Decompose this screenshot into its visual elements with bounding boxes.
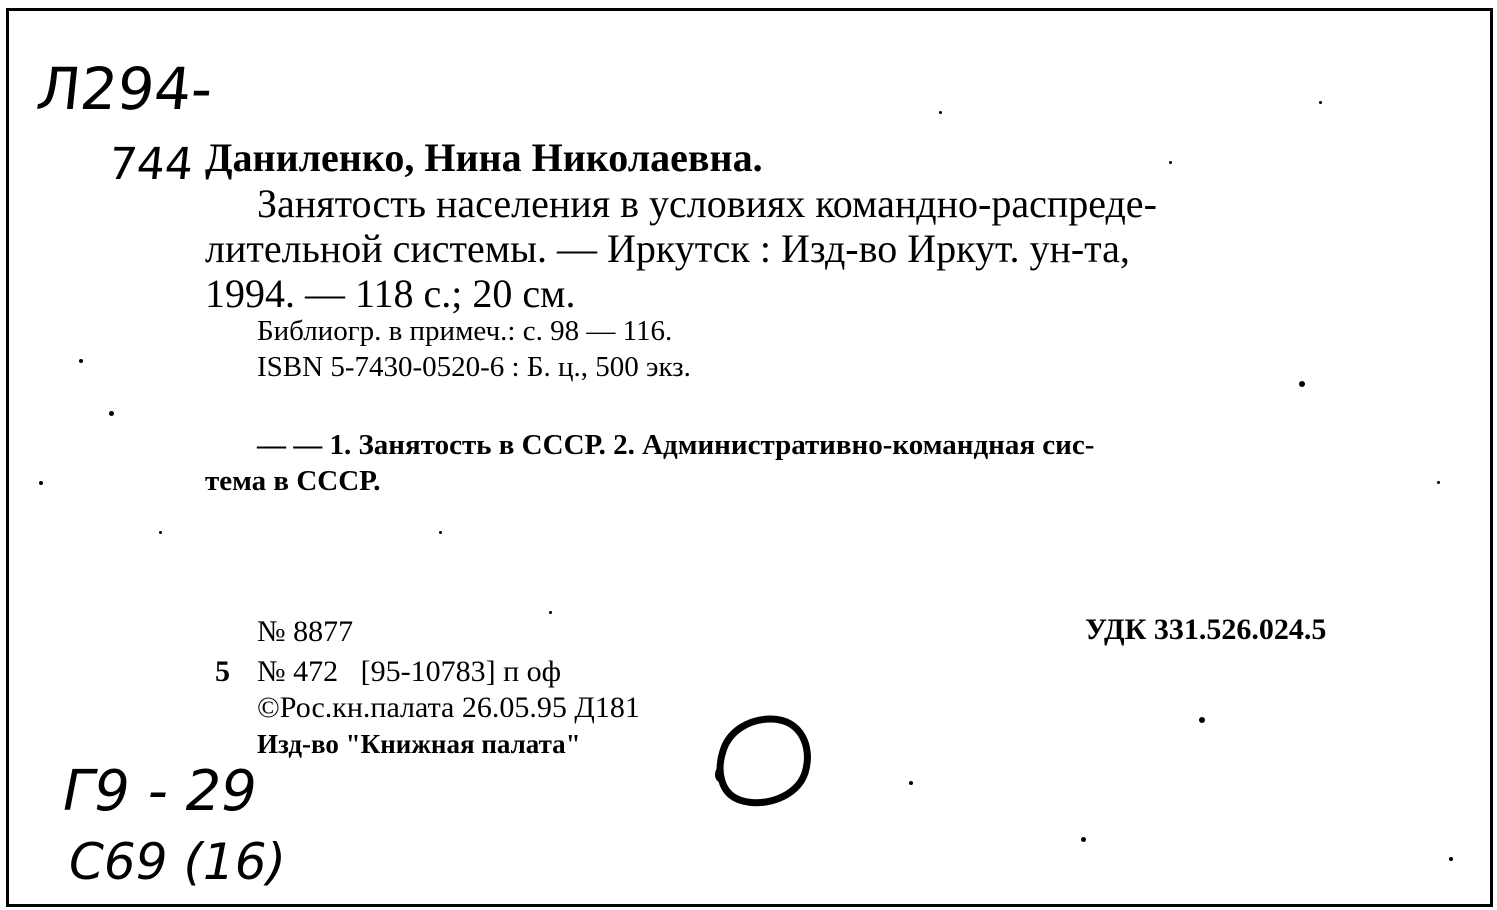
scan-speck bbox=[109, 411, 114, 416]
bibliography-note: Библиогр. в примеч.: с. 98 — 116. bbox=[257, 315, 673, 347]
scan-speck bbox=[159, 531, 162, 534]
handwritten-shelfmark-line2: 744 bbox=[106, 139, 196, 190]
scan-speck bbox=[1169, 161, 1172, 164]
book-chamber-line: ©Рос.кн.палата 26.05.95 Д181 bbox=[257, 691, 640, 724]
handwritten-bottom-line2: С69 (16) bbox=[69, 833, 287, 891]
udk-code: УДК 331.526.024.5 bbox=[1085, 613, 1327, 646]
scan-speck bbox=[1449, 857, 1453, 861]
scan-speck bbox=[39, 481, 43, 485]
card-number: № 8877 bbox=[257, 615, 354, 648]
scan-speck bbox=[439, 531, 442, 534]
handwritten-shelfmark-line1: Л294- bbox=[33, 55, 216, 123]
scan-speck bbox=[939, 111, 942, 114]
scan-speck bbox=[549, 611, 552, 614]
title-line-2: лительной системы. — Иркутск : Изд-во Иркут. ун-та, bbox=[205, 226, 1130, 271]
title-line-3: 1994. — 118 с.; 20 см. bbox=[205, 271, 576, 316]
scan-speck bbox=[1437, 481, 1440, 484]
publisher-line: Изд-во "Книжная палата" bbox=[257, 729, 581, 759]
author-heading: Даниленко, Нина Николаевна. bbox=[205, 135, 763, 180]
order-line: № 472 [95-10783] п оф bbox=[257, 655, 562, 688]
scan-speck bbox=[1299, 381, 1305, 387]
scan-speck bbox=[1199, 717, 1205, 723]
circle-mark-icon bbox=[709, 711, 819, 811]
scan-speck bbox=[1081, 837, 1086, 842]
scan-speck bbox=[79, 359, 83, 363]
isbn-line: ISBN 5-7430-0520-6 : Б. ц., 500 экз. bbox=[257, 351, 691, 383]
catalog-card bbox=[6, 8, 1493, 907]
title-line-1: Занятость населения в условиях командно-распреде- bbox=[257, 181, 1157, 226]
subjects-line-2: тема в СССР. bbox=[205, 465, 381, 497]
scan-speck bbox=[909, 781, 913, 785]
prefix-digit: 5 bbox=[215, 655, 230, 688]
handwritten-bottom-line1: Г9 - 29 bbox=[63, 759, 257, 824]
scan-speck bbox=[1319, 101, 1322, 104]
subjects-line-1: — — 1. Занятость в СССР. 2. Административно-командная сис- bbox=[257, 429, 1095, 461]
